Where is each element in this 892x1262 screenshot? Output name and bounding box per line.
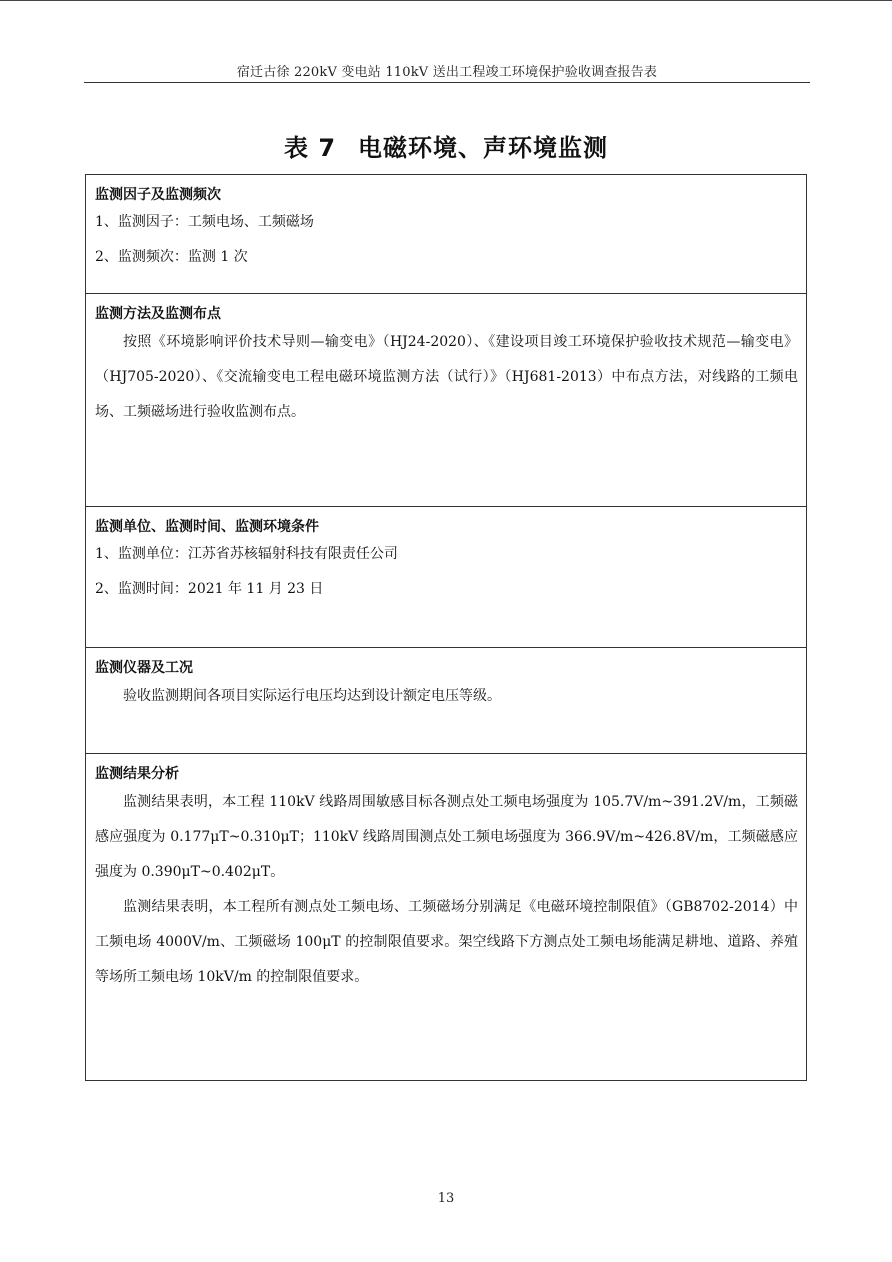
section-heading: 监测结果分析 (95, 766, 179, 782)
page-number: 13 (437, 1191, 455, 1206)
section-instruments-conditions (86, 647, 806, 753)
page-title (0, 128, 892, 163)
unit-line: 1、监测单位：江苏省苏核辐射科技有限责任公司 (95, 546, 398, 562)
method-paragraph: 按照《环境影响评价技术导则—输变电》（HJ24-2020）、《建设项目竣工环境保护验收技术规范—输变电》（HJ705-2020）、《交流输变电工程电磁环境监测方法（试行）》（HJ681-2013）中布点方法，对线路的工频电场、工频磁场进行验收监测布点。 (95, 334, 798, 420)
table-number: 表 7 (283, 134, 337, 162)
time-line: 2、监测时间：2021 年 11 月 23 日 (95, 581, 324, 597)
frequency-line: 2、监测频次：监测 1 次 (95, 249, 248, 265)
running-header: 宿迁古徐 220kV 变电站 110kV 送出工程竣工环境保护验收调查报告表 (236, 65, 658, 80)
compliance-paragraph: 监测结果表明，本工程所有测点处工频电场、工频磁场分别满足《电磁环境控制限值》（GB8702-2014）中工频电场 4000V/m、工频磁场 100μT 的控制限值要求。架空线路下方测点处工频电场能满足耕地、道路、养殖等场所工频电场 10kV/m 的控制限值要求。 (95, 899, 798, 985)
conditions-paragraph: 验收监测期间各项目实际运行电压均达到设计额定电压等级。 (123, 688, 501, 704)
factor-line: 1、监测因子：工频电场、工频磁场 (95, 214, 314, 230)
table-title: 电磁环境、声环境监测 (358, 134, 609, 162)
section-heading: 监测仪器及工况 (95, 660, 193, 676)
section-heading: 监测因子及监测频次 (95, 187, 221, 203)
monitoring-table (85, 174, 807, 1081)
section-monitoring-factors (86, 185, 806, 293)
section-method-points (86, 293, 806, 506)
section-heading: 监测单位、监测时间、监测环境条件 (95, 519, 319, 535)
header-divider (84, 82, 810, 83)
top-border-line (0, 0, 892, 1)
section-unit-time-conditions (86, 506, 806, 647)
results-paragraph: 监测结果表明，本工程 110kV 线路周围敏感目标各测点处工频电场强度为 105.7V/m~391.2V/m，工频磁感应强度为 0.177μT~0.310μT；110kV 线路周围测点处工频电场强度为 366.9V/m~426.8V/m，工频磁感应强度为 0.390μT~0.402μT。 (95, 794, 798, 880)
section-results-analysis (86, 753, 806, 1080)
section-heading: 监测方法及监测布点 (95, 306, 221, 322)
